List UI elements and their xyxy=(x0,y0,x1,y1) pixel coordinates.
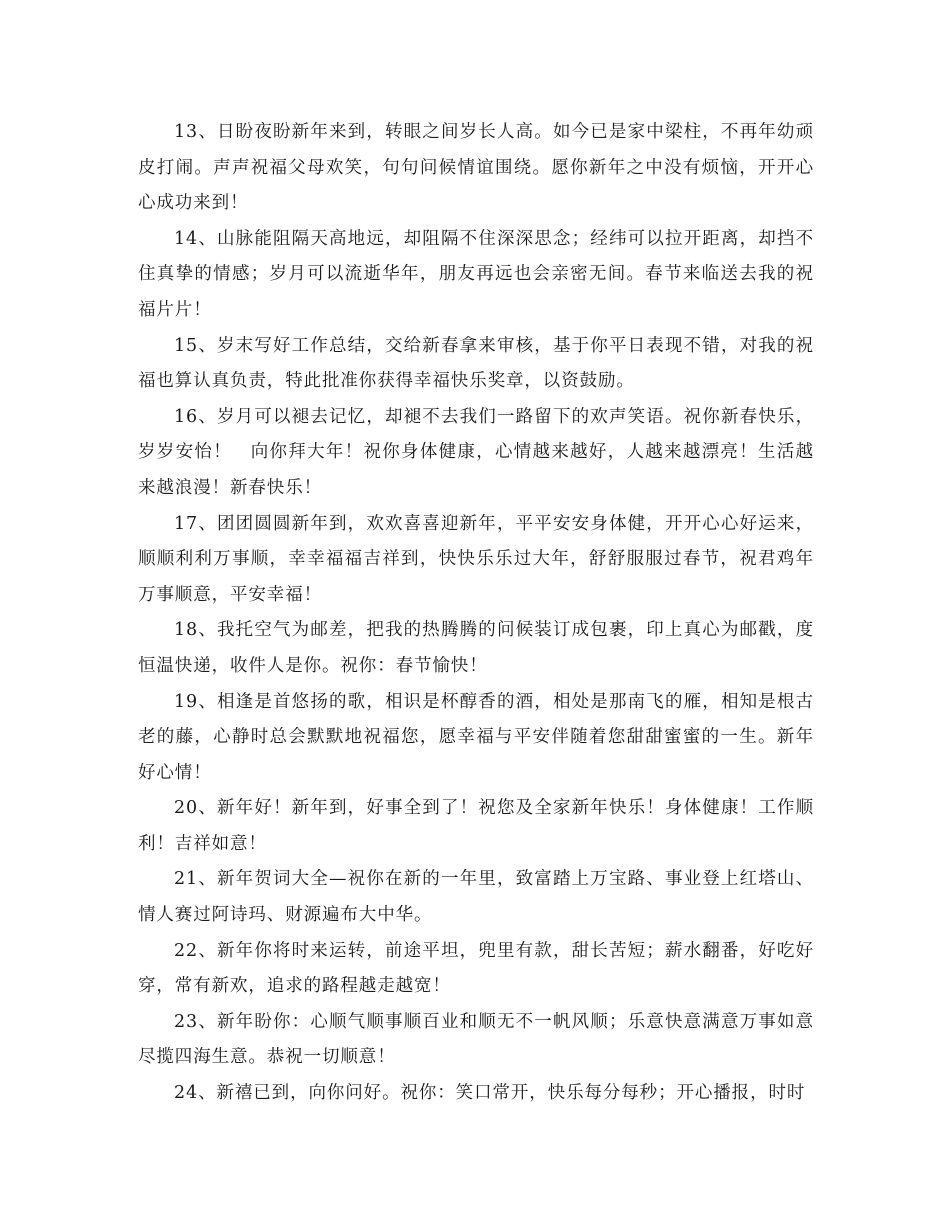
document-body xyxy=(138,115,814,1112)
paragraph-15: 15、岁末写好工作总结，交给新春拿来审核，基于你平日表现不错，对我的祝福也算认真负责，特此批准你获得幸福快乐奖章，以资鼓励。 xyxy=(138,335,814,392)
paragraph-23: 23、新年盼你：心顺气顺事顺百业和顺无不一帆风顺；乐意快意满意万事如意尽揽四海生意。恭祝一切顺意！ xyxy=(138,1011,814,1068)
paragraph-20: 20、新年好！新年到，好事全到了！祝您及全家新年快乐！身体健康！工作顺利！吉祥如意！ xyxy=(138,798,814,854)
paragraph-21: 21、新年贺词大全—祝你在新的一年里，致富踏上万宝路、事业登上红塔山、情人赛过阿诗玛、财源遍布大中华。 xyxy=(138,869,814,926)
paragraph-17: 17、团团圆圆新年到，欢欢喜喜迎新年，平平安安身体健，开开心心好运来，顺顺利利万事顺，幸幸福福吉祥到，快快乐乐过大年，舒舒服服过春节，祝君鸡年万事顺意，平安幸福！ xyxy=(138,513,814,605)
paragraph-14: 14、山脉能阻隔天高地远，却阻隔不住深深思念；经纬可以拉开距离，却挡不住真挚的情感；岁月可以流逝华年，朋友再远也会亲密无间。春节来临送去我的祝福片片！ xyxy=(138,228,814,320)
paragraph-16: 16、岁月可以褪去记忆，却褪不去我们一路留下的欢声笑语。祝你新春快乐，岁岁安怡！ 向你拜大年！祝你身体健康，心情越来越好，人越来越漂亮！生活越来越浪漫！新春快乐！ xyxy=(138,406,814,498)
paragraph-19: 19、相逢是首悠扬的歌，相识是杯醇香的酒，相处是那南飞的雁，相知是根古老的藤，心静时总会默默地祝福您，愿幸福与平安伴随着您甜甜蜜蜜的一生。新年好心情！ xyxy=(138,691,814,783)
paragraph-13: 13、日盼夜盼新年来到，转眼之间岁长人高。如今已是家中梁柱，不再年幼顽皮打闹。声声祝福父母欢笑，句句问候情谊围绕。愿你新年之中没有烦恼，开开心心成功来到！ xyxy=(138,122,814,214)
paragraph-22: 22、新年你将时来运转，前途平坦，兜里有款，甜长苦短；薪水翻番，好吃好穿，常有新欢，追求的路程越走越宽！ xyxy=(138,940,814,997)
paragraph-18: 18、我托空气为邮差，把我的热腾腾的问候装订成包裹，印上真心为邮戳，度恒温快递，收件人是你。祝你：春节愉快！ xyxy=(138,620,814,676)
paragraph-24: 24、新禧已到，向你问好。祝你：笑口常开，快乐每分每秒；开心播报，时时 xyxy=(174,1083,806,1104)
